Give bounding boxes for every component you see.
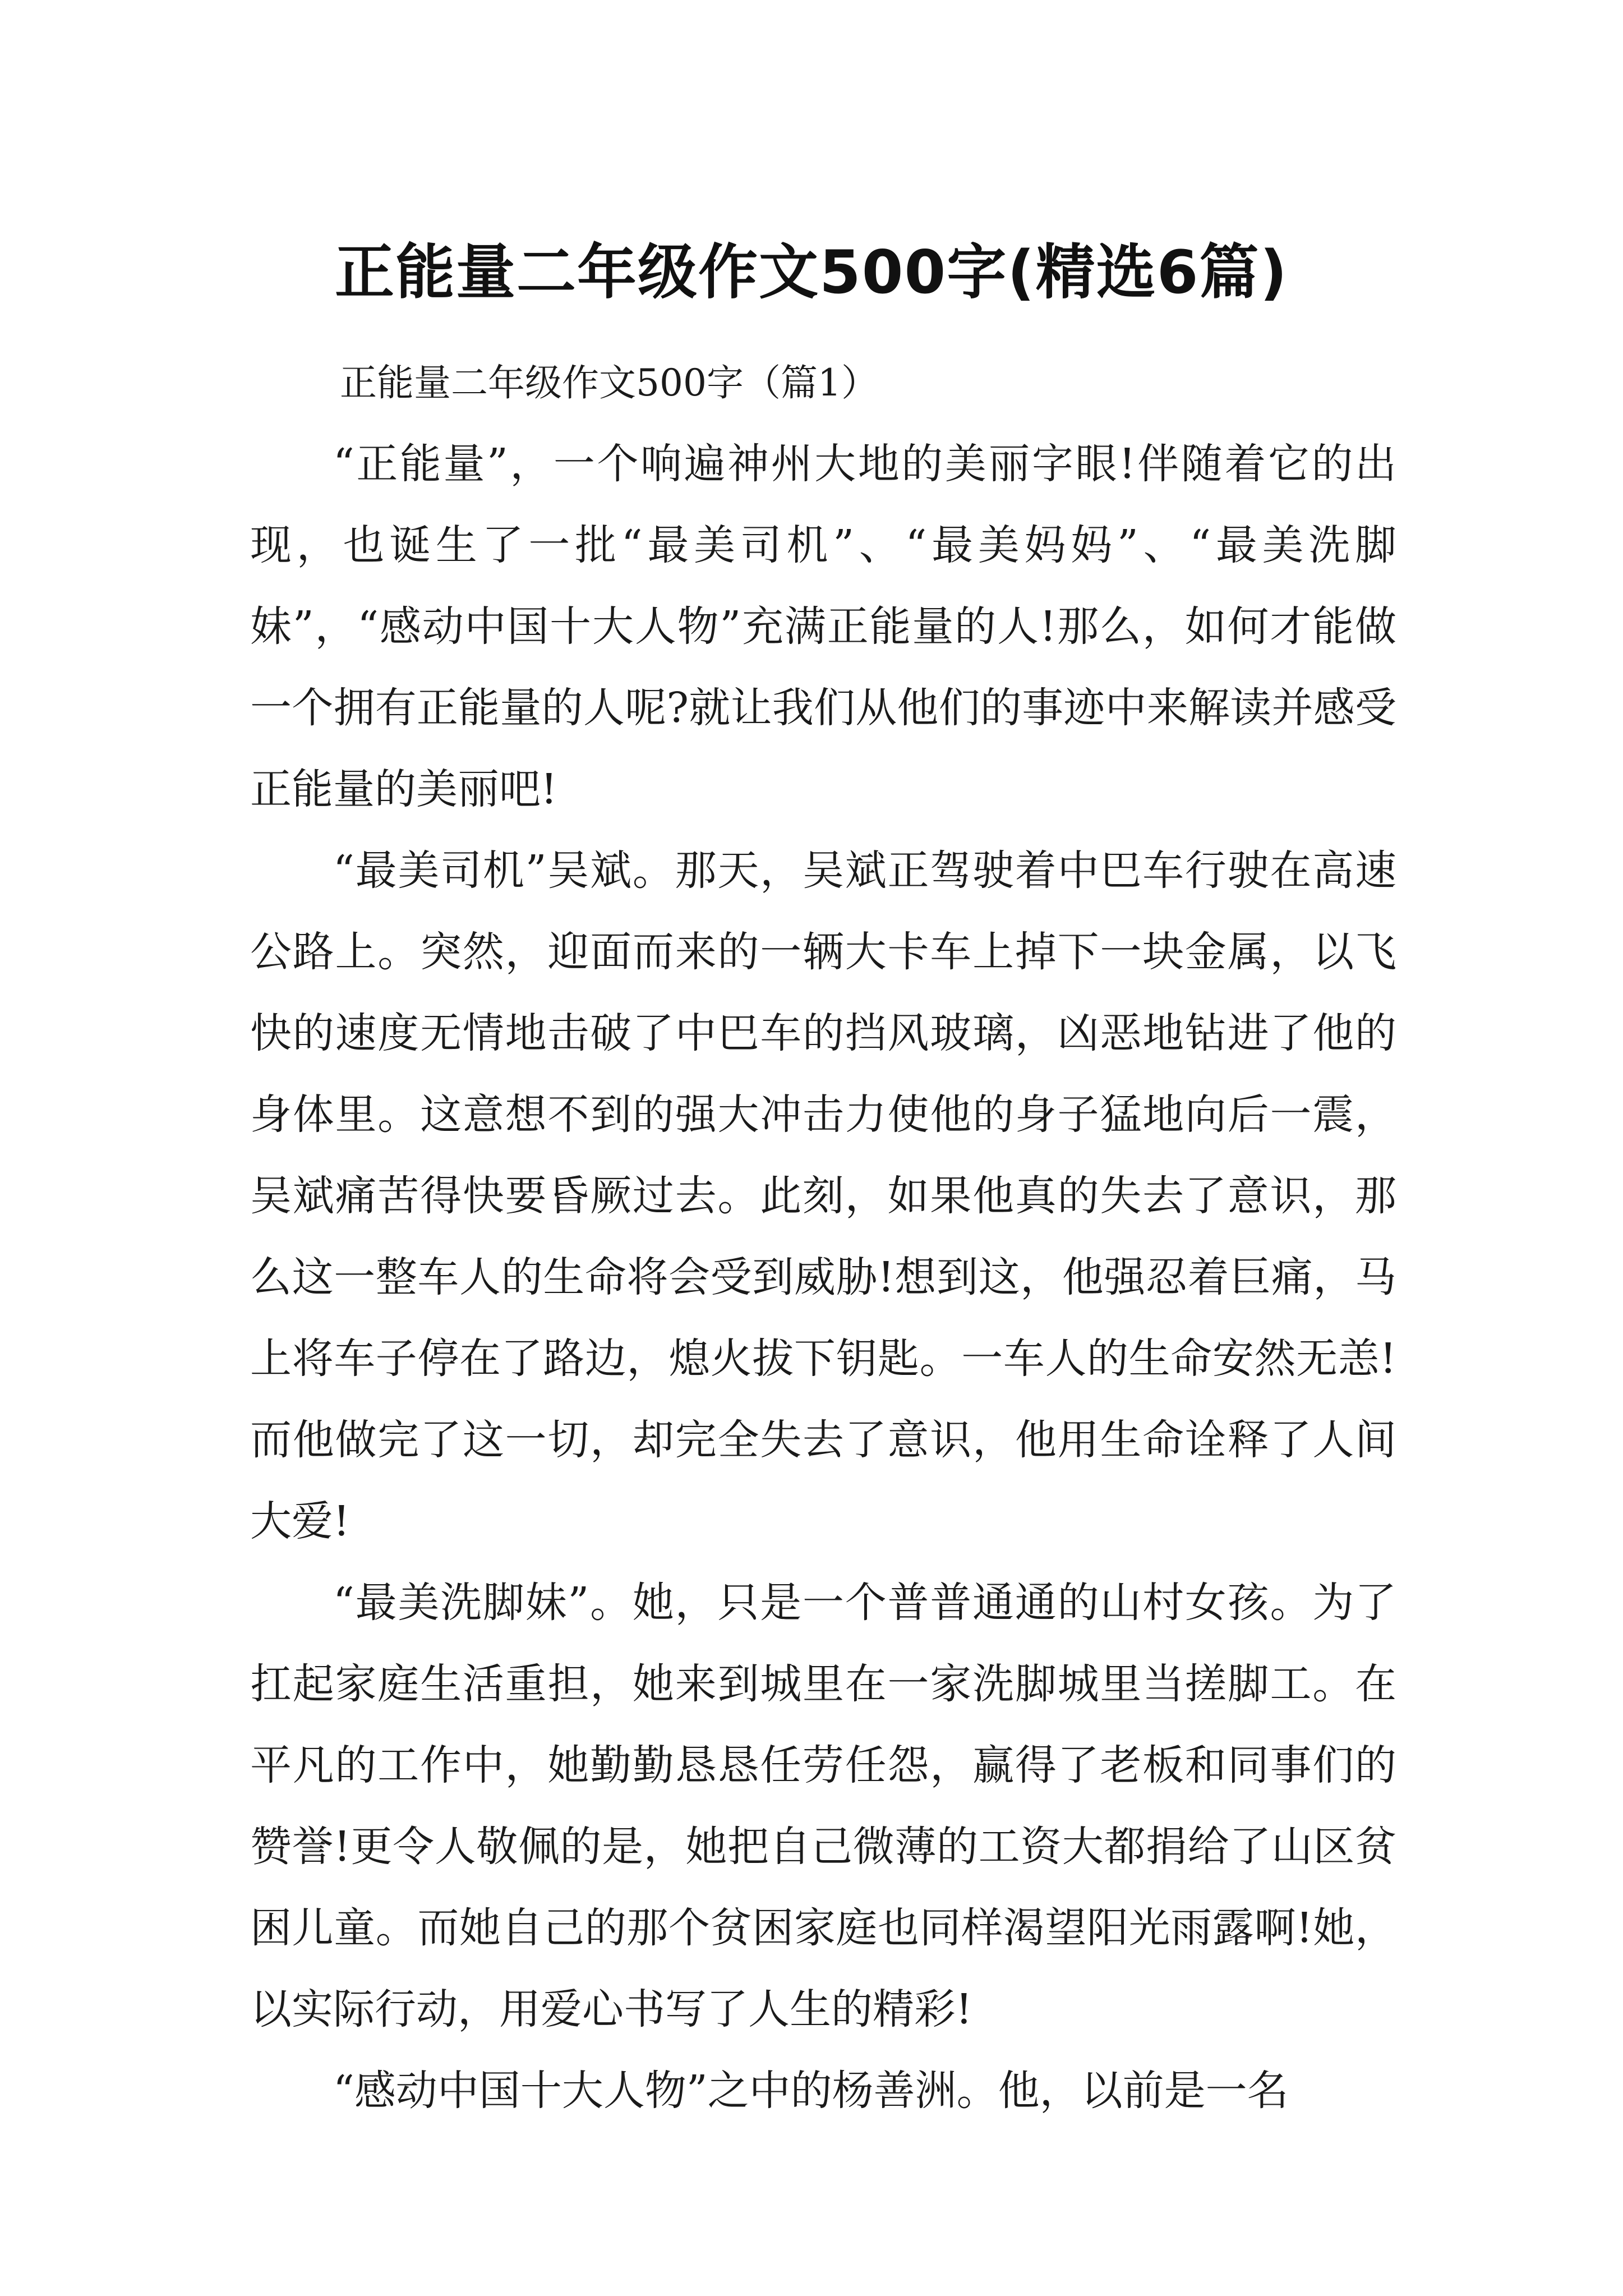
paragraph-foot-washer: “最美洗脚妹”。她，只是一个普普通通的山村女孩。为了扛起家庭生活重担，她来到城里在一家洗脚城里当搓脚工。在平凡的工作中，她勤勤恳恳任劳任怨，赢得了老板和同事们的赞誉!更令人敬佩的是，她把自己微薄的工资大都捐给了山区贫困儿童。而她自己的那个贫困家庭也同样渴望阳光雨露啊!她，以实际行动，用爱心书写了人生的精彩! <box>250 1579 1396 2033</box>
document-title: 正能量二年级作文500字(精选6篇) <box>335 238 1288 307</box>
paragraph-yang-shanzhou: “感动中国十大人物”之中的杨善洲。他，以前是一名 <box>333 2067 1289 2115</box>
paragraph-intro: “正能量”，一个响遍神州大地的美丽字眼!伴随着它的出现，也诞生了一批“最美司机”、“最美妈妈”、“最美洗脚妹”，“感动中国十大人物”充满正能量的人!那么，如何才能做一个拥有正能量的人呢?就让我们从他们的事迹中来解读并感受正能量的美丽吧! <box>250 440 1396 813</box>
document-body <box>250 342 1396 2132</box>
paragraph-wu-bin: “最美司机”吴斌。那天，吴斌正驾驶着中巴车行驶在高速公路上。突然，迎面而来的一辆大卡车上掉下一块金属，以飞快的速度无情地击破了中巴车的挡风玻璃，凶恶地钻进了他的身体里。这意想不到的强大冲击力使他的身子猛地向后一震，吴斌痛苦得快要昏厥过去。此刻，如果他真的失去了意识，那么这一整车人的生命将会受到威胁!想到这，他强忍着巨痛，马上将车子停在了路边，熄火拔下钥匙。一车人的生命安然无恙!而他做完了这一切，却完全失去了意识，他用生命诠释了人间大爱! <box>250 846 1396 1545</box>
section-heading: 正能量二年级作文500字（篇1） <box>340 361 878 404</box>
